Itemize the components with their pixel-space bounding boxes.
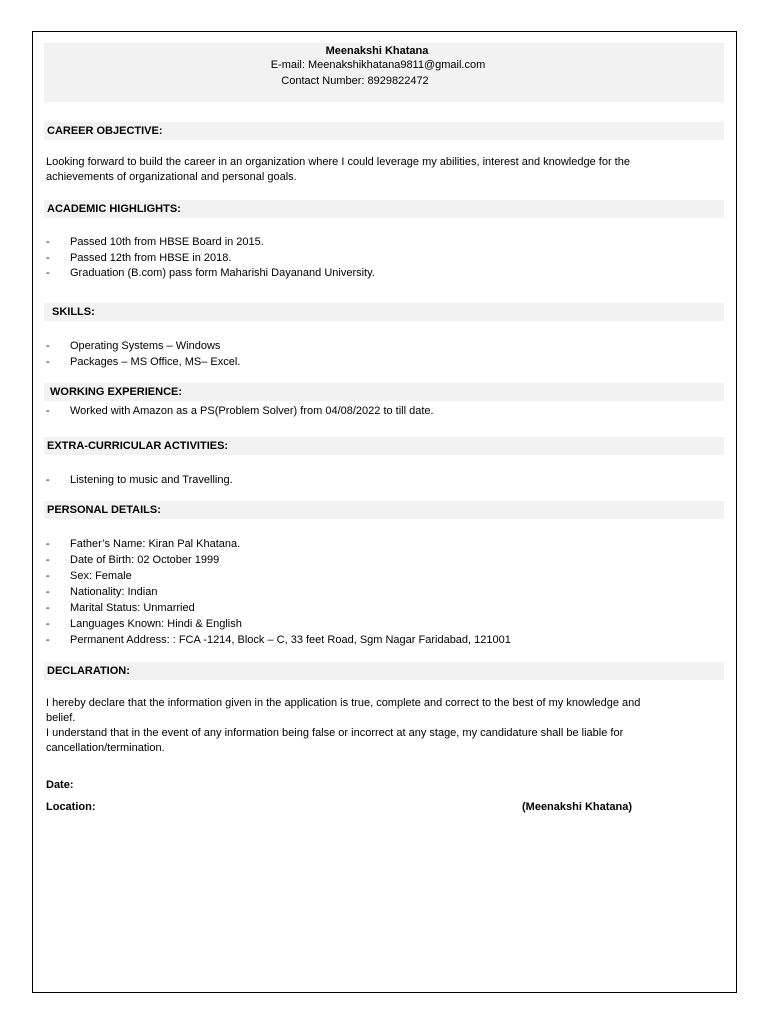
signature-name: (Meenakshi Khatana) (522, 801, 633, 813)
personal-detail-item: Languages Known: Hindi & English (70, 618, 242, 630)
header-box (44, 43, 724, 102)
bullet-dash: - (46, 570, 50, 582)
bullet-dash: - (46, 602, 50, 614)
section-heading-declaration: DECLARATION: (44, 662, 724, 680)
declaration-line-2: belief. (46, 712, 76, 724)
bullet-dash: - (46, 554, 50, 566)
experience-item: Worked with Amazon as a PS(Problem Solver) from 04/08/2022 to till date. (70, 405, 434, 417)
declaration-line-3: I understand that in the event of any information being false or incorrect at any stage, my candidature shall be liable for (46, 727, 624, 739)
location-label: Location: (46, 801, 96, 813)
bullet-dash: - (46, 586, 50, 598)
declaration-line-4: cancellation/termination. (46, 742, 165, 754)
bullet-dash: - (46, 252, 50, 264)
bullet-dash: - (46, 634, 50, 646)
personal-detail-item: Marital Status: Unmarried (70, 602, 195, 614)
declaration-line-1: I hereby declare that the information given in the application is true, complete and correct to the best of my knowledge and (46, 697, 641, 709)
personal-detail-item: Father’s Name: Kiran Pal Khatana. (70, 538, 241, 550)
career-objective-line-2: achievements of organizational and personal goals. (46, 171, 297, 183)
date-label: Date: (46, 779, 74, 791)
bullet-dash: - (46, 340, 50, 352)
section-heading-extra-curricular: EXTRA-CURRICULAR ACTIVITIES: (44, 437, 724, 455)
bullet-dash: - (46, 356, 50, 368)
contact-line: Contact Number: 8929822472 (281, 75, 429, 87)
bullet-dash: - (46, 236, 50, 248)
email-line: E-mail: Meenakshikhatana9811@gmail.com (270, 59, 486, 71)
personal-detail-item: Date of Birth: 02 October 1999 (70, 554, 220, 566)
bullet-dash: - (46, 618, 50, 630)
bullet-dash: - (46, 474, 50, 486)
skills-item: Operating Systems – Windows (70, 340, 221, 352)
personal-detail-item: Nationality: Indian (70, 586, 158, 598)
section-heading-academic: ACADEMIC HIGHLIGHTS: (44, 200, 724, 218)
career-objective-line-1: Looking forward to build the career in an organization where I could leverage my abilities, interest and knowledge for the (46, 156, 630, 168)
extra-curricular-item: Listening to music and Travelling. (70, 474, 233, 486)
skills-item: Packages – MS Office, MS– Excel. (70, 356, 241, 368)
personal-detail-item: Sex: Female (70, 570, 132, 582)
section-heading-career-objective: CAREER OBJECTIVE: (44, 122, 724, 140)
section-heading-experience: WORKING EXPERIENCE: (44, 383, 724, 401)
section-heading-skills: SKILLS: (44, 303, 724, 321)
bullet-dash: - (46, 538, 50, 550)
personal-detail-item: Permanent Address: : FCA -1214, Block – C, 33 feet Road, Sgm Nagar Faridabad, 121001 (70, 634, 511, 646)
candidate-name: Meenakshi Khatana (325, 45, 429, 57)
section-heading-personal-details: PERSONAL DETAILS: (44, 501, 724, 519)
academic-item: Graduation (B.com) pass form Maharishi Dayanand University. (70, 267, 375, 279)
bullet-dash: - (46, 267, 50, 279)
academic-item: Passed 12th from HBSE in 2018. (70, 252, 232, 264)
academic-item: Passed 10th from HBSE Board in 2015. (70, 236, 264, 248)
bullet-dash: - (46, 405, 50, 417)
